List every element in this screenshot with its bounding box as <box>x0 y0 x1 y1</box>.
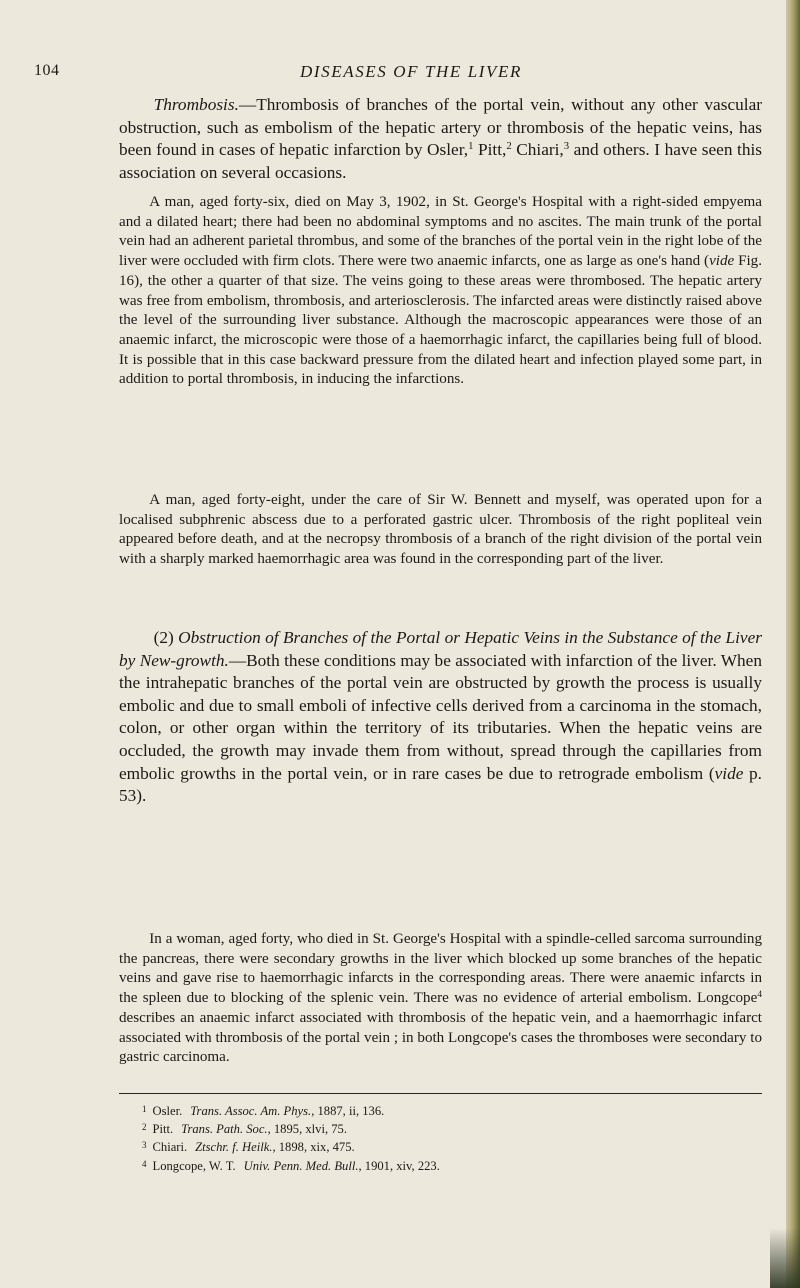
case-3-text-2: describes an anaemic infarct associated with thrombosis of the hepatic vein, and a haemorrhagic infarct associated with thrombosis of the portal vein ; in both Longcope's cases the thromboses were secondary to gastric carcinoma. <box>119 1009 762 1066</box>
footnote-rule <box>119 1093 762 1094</box>
case-3-text-1: In a woman, aged forty, who died in St. George's Hospital with a spindle-celled sarcoma surrounding the pancreas, there were secondary growths in the liver which blocked up some branches of the hepatic veins and gave rise to haemorrhagic infarcts in the corresponding areas. There were anaemic infarcts in the spleen due to blocking of the splenic vein. There was no evidence of arterial embolism. Longcope <box>119 931 762 1007</box>
case-2-paragraph <box>119 491 762 570</box>
thrombosis-text-2: Pitt, <box>473 140 507 160</box>
footnote-3-details: , 1898, xix, 475. <box>272 1140 355 1155</box>
thrombosis-paragraph <box>119 94 762 184</box>
footnote-2-details: , 1895, xlvi, 75. <box>267 1122 347 1137</box>
section-2-vide: vide <box>714 763 744 783</box>
footnote-ref-4: 4 <box>757 989 762 1000</box>
page-corner-shadow <box>770 1228 800 1288</box>
footnote-3 <box>142 1137 702 1155</box>
footnote-2-number: 2 <box>142 1122 147 1133</box>
section-2-text-2: p. 53). <box>119 763 763 806</box>
footnote-1-journal: Trans. Assoc. Am. Phys. <box>190 1104 312 1118</box>
running-title: DISEASES OF THE LIVER <box>300 62 522 81</box>
footnote-3-number: 3 <box>142 1140 147 1151</box>
footnote-4-journal: Univ. Penn. Med. Bull. <box>243 1158 359 1173</box>
footnote-1-number: 1 <box>142 1104 147 1114</box>
footnote-ref-1: 1 <box>468 140 474 153</box>
case-3-paragraph <box>119 930 762 1068</box>
case-1-text-1: A man, aged forty-six, died on May 3, 1902, in St. George's Hospital with a right-sided empyema and a dilated heart; there had been no abdominal symptoms and no ascites. The main trunk of the portal vein had an adherent parietal thrombus, and some of the branches of the portal vein in the right lobe of the liver were occluded with firm clots. There were two anaemic infarcts, one as large as one's hand ( <box>119 194 762 270</box>
section-2-text-1: —Both these conditions may be associated with infarction of the liver. When the intrahepatic branches of the portal vein are obstructed by growth the process is usually embolic and due to small emboli of infective cells derived from a carcinoma in the stomach, colon, or other organ within the territory of its tributaries. When the hepatic veins are occluded, the growth may invade them from without, spread through the capillaries from embolic growths in the portal vein, or in rare cases be due to retrograde embolism ( <box>119 650 762 783</box>
case-1-text-2: Fig. 16), the other a quarter of that size. The veins going to these areas were thrombosed. The hepatic artery was free from embolism, thrombosis, and arteriosclerosis. The infarcted areas were distinctly raised above the level of the surrounding liver substance. Although the macroscopic appearances were those of an anaemic infarct, the microscopic were those of a haemorrhagic infarct, the capillaries being full of blood. It is possible that in this case backward pressure from the dilated heart and infection played some part, in addition to portal thrombosis, in inducing the infarctions. <box>119 253 762 388</box>
thrombosis-heading: Thrombosis. <box>153 95 239 114</box>
footnote-4-author: Longcope, W. T. <box>152 1158 236 1173</box>
running-head <box>0 62 786 88</box>
footnote-4-details: , 1901, xiv, 223. <box>358 1158 440 1173</box>
section-2-heading: Obstruction of Branches of the Portal or Hepatic Veins in the Substance of the Liver by New-growth. <box>119 628 762 670</box>
footnote-4 <box>142 1156 702 1174</box>
footnote-3-author: Chiari. <box>152 1140 188 1155</box>
section-2-paragraph <box>119 627 762 808</box>
page-edge <box>786 0 800 1288</box>
section-2-number: (2) <box>153 628 179 647</box>
footnote-2 <box>142 1119 702 1137</box>
footnote-4-number: 4 <box>142 1158 147 1169</box>
case-1-paragraph <box>119 193 762 390</box>
footnotes <box>142 1101 702 1174</box>
thrombosis-text-3: Chiari, <box>511 140 564 160</box>
case-1-vide: vide <box>709 253 735 270</box>
footnote-1-details: , 1887, ii, 136. <box>311 1104 385 1118</box>
footnote-1 <box>142 1101 702 1119</box>
thrombosis-text-1: —Thrombosis of branches of the portal vein, without any other vascular obstruction, such as embolism of the hepatic artery or thrombosis of the hepatic veins, has been found in cases of hepatic infarction by Osler, <box>119 95 762 160</box>
footnote-2-author: Pitt. <box>152 1122 174 1137</box>
thrombosis-text-4: and others. I have seen this association on several occasions. <box>119 140 762 182</box>
footnote-ref-3: 3 <box>563 140 570 153</box>
footnote-ref-2: 2 <box>506 140 512 153</box>
case-2-text: A man, aged forty-eight, under the care of Sir W. Bennett and myself, was operated upon for a localised subphrenic abscess due to a perforated gastric ulcer. Thrombosis of the right popliteal vein appeared before death, and at the necropsy thrombosis of a branch of the right division of the portal vein with a sharply marked haemorrhagic area was found in the corresponding part of the liver. <box>119 492 762 568</box>
page-number: 104 <box>34 62 60 79</box>
footnote-1-author: Osler. <box>152 1104 183 1118</box>
footnote-2-journal: Trans. Path. Soc. <box>181 1122 268 1137</box>
footnote-3-journal: Ztschr. f. Heilk. <box>195 1140 273 1155</box>
